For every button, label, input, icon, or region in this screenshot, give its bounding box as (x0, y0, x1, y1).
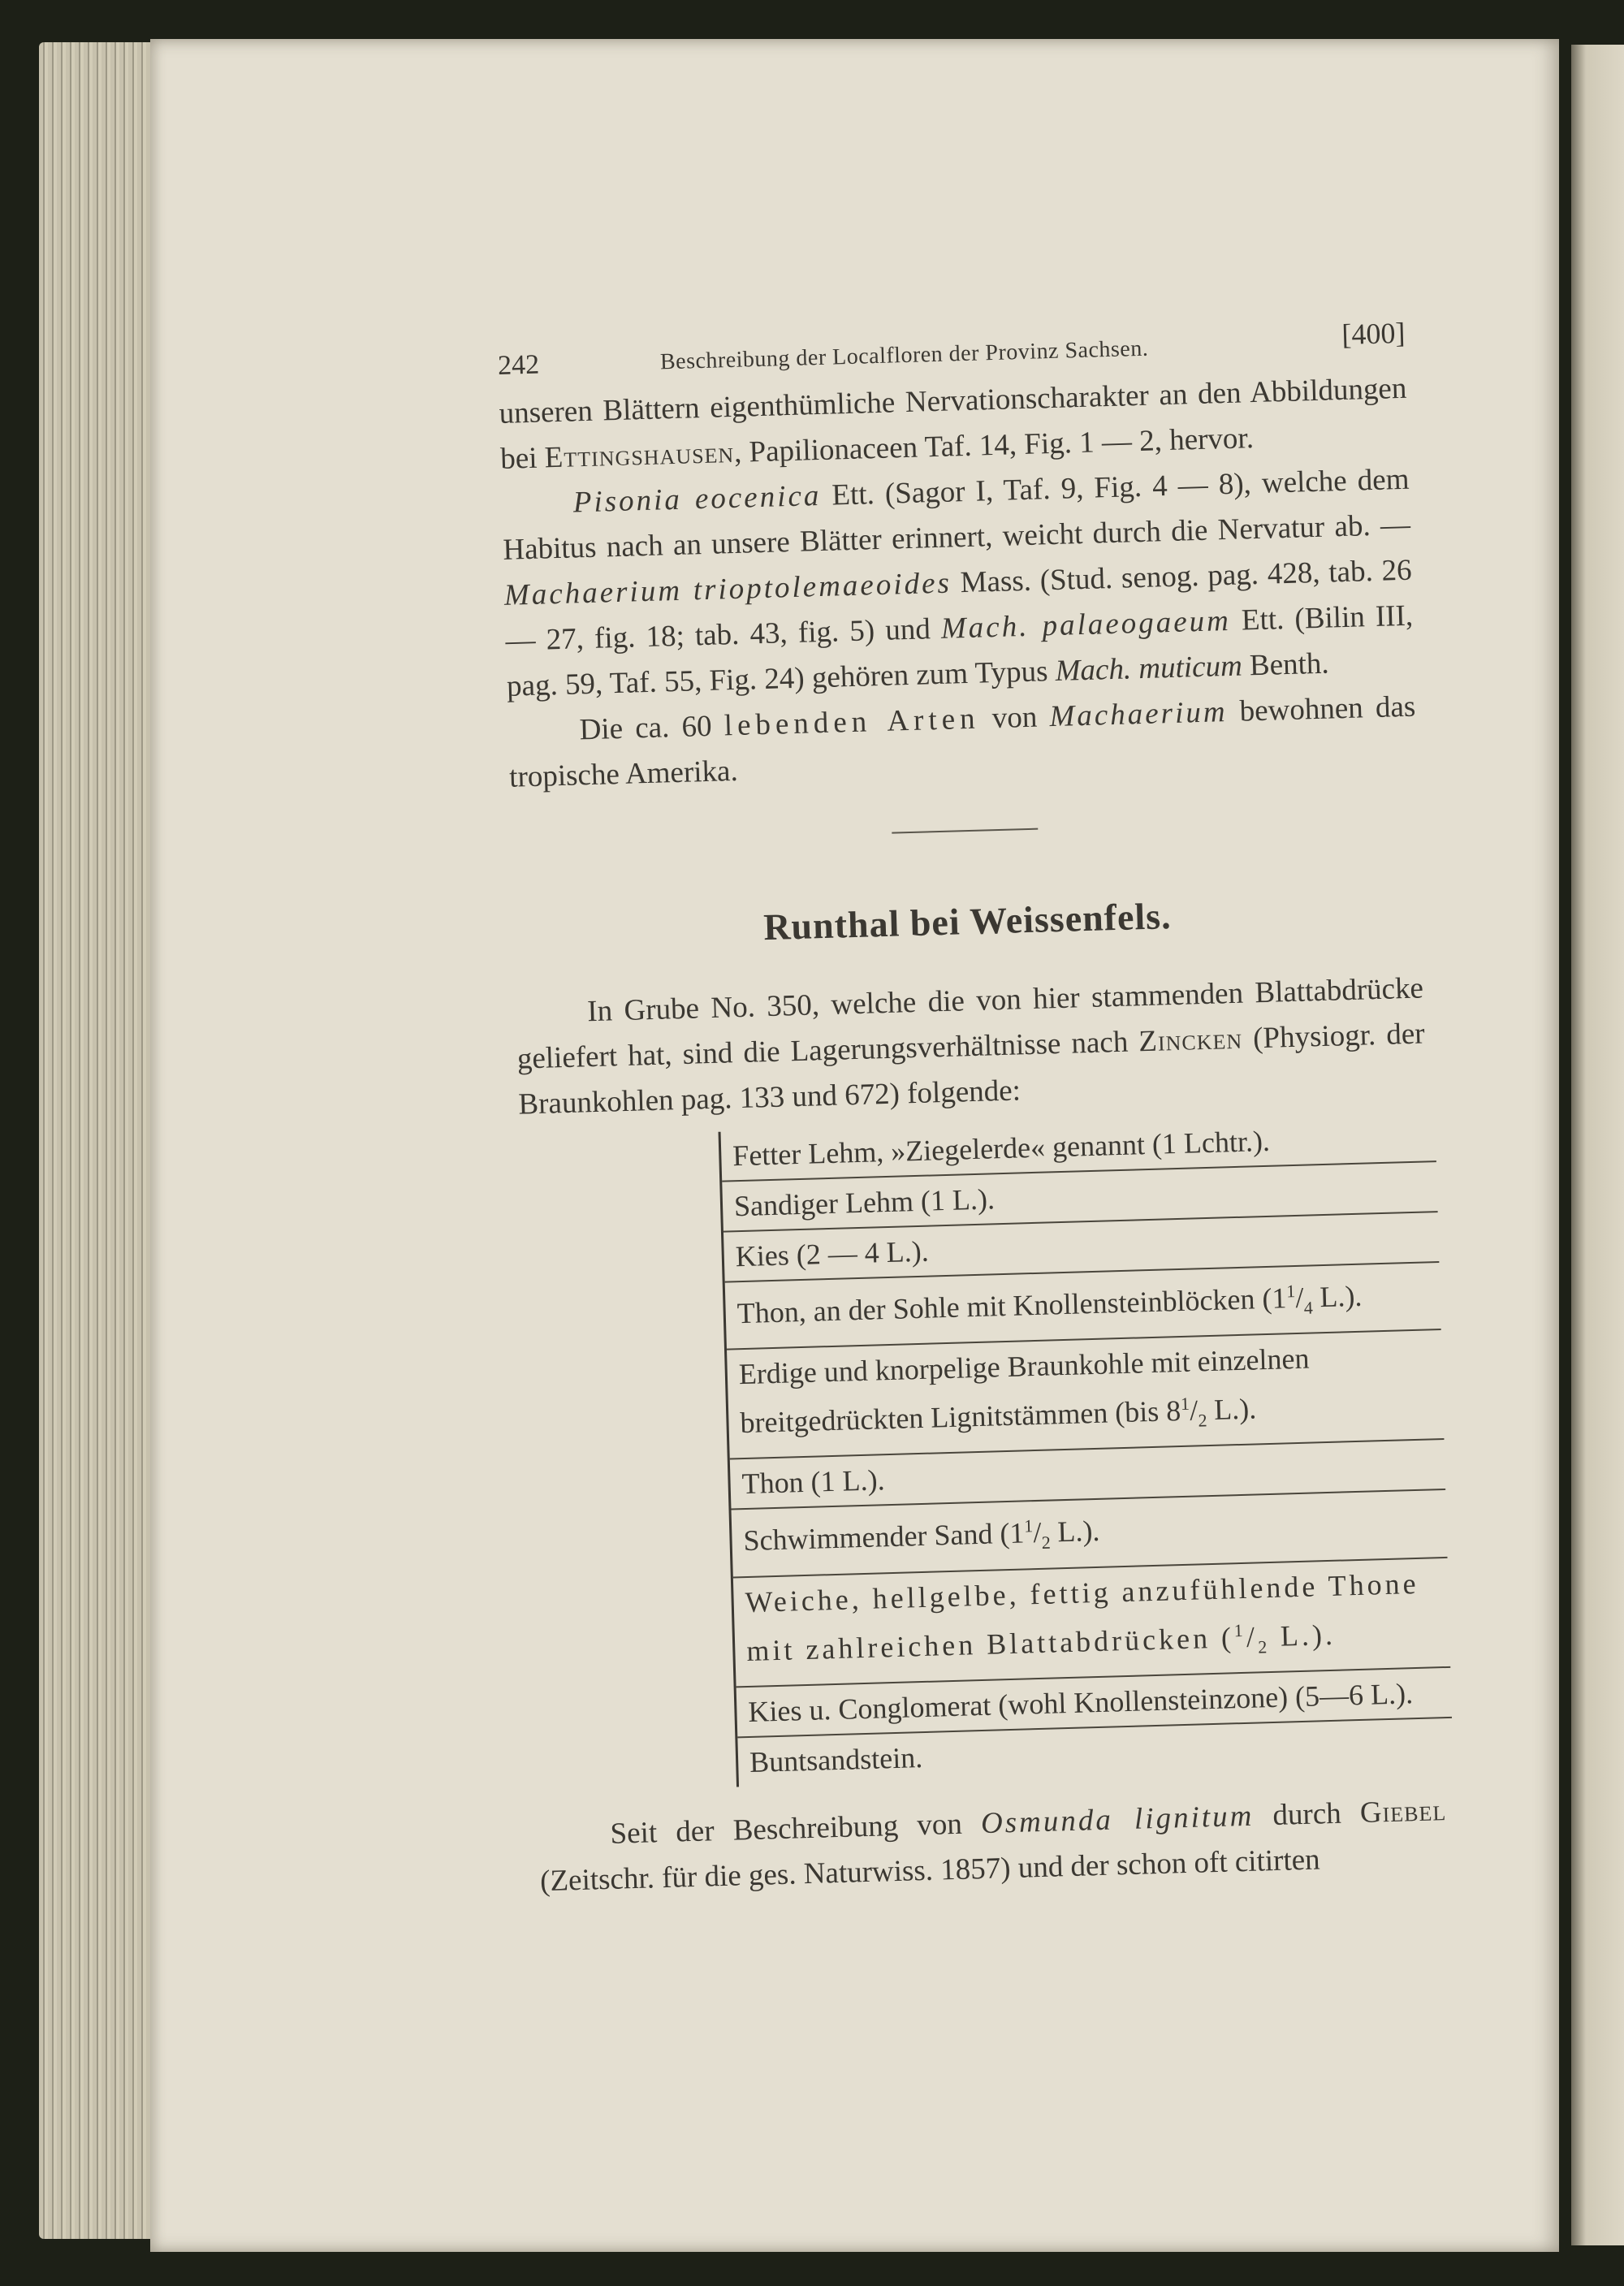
section-divider (892, 828, 1038, 834)
page-edges (39, 42, 161, 2239)
taxon-mach-palaeogaeum: Mach. palaeogaeum (940, 603, 1232, 646)
paragraph-4-text-a: In Grube No. 350, welche die von hier stammenden Blattabdrücke geliefert hat, sind die Lagerungsverhältnisse nach (516, 971, 1424, 1076)
stratum-row: Thon (1 L.). (730, 1440, 1445, 1510)
strata-table (719, 1112, 1453, 1787)
stratum-row: Buntsandstein. (749, 1740, 923, 1778)
taxon-osmunda: Osmunda lignitum (980, 1799, 1255, 1840)
stratum-row: Thon, an der Sohle mit Knollensteinblöcken ($1^1/_4$ L.). (725, 1263, 1441, 1350)
paragraph-5-text-b: durch (1253, 1796, 1361, 1833)
fraction-denominator: 2 (1257, 1636, 1271, 1657)
taxon-machaerium-trioptolemaeoides: Machaerium trioptolemaeoides (503, 566, 952, 612)
stratum-text: L.). (1049, 1515, 1100, 1549)
stratum-row: Weiche, hellgelbe, fettig anzufühlende Thone mit zahlreichen Blattabdrücken ($^1/_2$ L.). (733, 1558, 1450, 1687)
paragraph-5-text-c: (Zeitschr. für die ges. Naturwiss. 1857) und der schon oft citirten (539, 1843, 1321, 1898)
stratum-text: Schwimmender Sand (1 (743, 1516, 1025, 1558)
bracket-page-number: [400] (1341, 316, 1406, 351)
spaced-lebenden-arten: lebenden Arten (723, 702, 981, 743)
paragraph-1-text-a: unseren Blättern eigenthümliche Nervationscharakter an den Abbildungen bei (499, 371, 1407, 476)
stratum-row: Sandiger Lehm (1 L.). (722, 1162, 1437, 1233)
author-ettingshausen: Ettingshausen (544, 435, 735, 475)
paragraph-3-text-a: Die ca. 60 (579, 709, 725, 747)
stratum-text: Weiche, hellgelbe, fettig anzufühlende Thone mit zahlreichen Blattabdrücken ( (745, 1566, 1420, 1667)
section-heading: Runthal bei Weissenfels. (762, 895, 1173, 949)
paragraph-1-text-b: , Papilionaceen Taf. 14, Fig. 1 — 2, hervor. (733, 421, 1255, 469)
paragraph-2 (501, 457, 1415, 710)
taxon-pisonia: Pisonia eocenica (572, 478, 822, 520)
paragraph-2-text-c: Ett. (Bilin III, pag. 59, Taf. 55, Fig. 24) gehören zum Typus (506, 599, 1414, 703)
author-zincken: Zincken (1138, 1022, 1243, 1059)
fraction-numerator: 1 (1023, 1515, 1034, 1536)
paragraph-3-text-c: bewohnen das tropische Amerika. (508, 689, 1416, 794)
paragraph-2-text-b: Mass. (Stud. senog. pag. 428, tab. 26 — 27, fig. 18; tab. 43, fig. 5) und (504, 553, 1413, 658)
paragraph-3-text-b: von (979, 700, 1051, 736)
page-text (497, 309, 1449, 1904)
next-page-edge (1571, 45, 1624, 2245)
running-title: Beschreibung der Localfloren der Provinz Sachsen. (659, 335, 1149, 375)
fraction-denominator: 4 (1303, 1297, 1314, 1318)
author-giebel: Giebel (1359, 1793, 1447, 1830)
paragraph-4-text-b: (Physiogr. der Braunkohlen pag. 133 und 672) folgende: (517, 1017, 1426, 1121)
stratum-row: Erdige und knorpelige Braunkohle mit einzelnen breitgedrückten Lignitstämmen (bis $8^1/_2$ L.). (727, 1330, 1444, 1460)
stratum-text: Thon, an der Sohle mit Knollensteinblöcken (1 (736, 1281, 1287, 1330)
stratum-row: Schwimmender Sand ($1^1/_2$ L.). (732, 1490, 1448, 1578)
taxon-mach-muticum: Mach. muticum (1055, 649, 1243, 688)
stratum-text: L.). (1206, 1392, 1257, 1427)
stratum-text: L.). (1311, 1279, 1363, 1314)
fraction-denominator: 2 (1041, 1532, 1052, 1554)
fraction-numerator: 1 (1285, 1281, 1296, 1302)
paragraph-2-text-a: Ett. (Sagor I, Taf. 9, Fig. 4 — 8), welche dem Habitus nach an unsere Blätter erinnert, weicht durch die Nervatur ab. — (502, 462, 1411, 567)
fraction-numerator: 1 (1180, 1393, 1190, 1415)
stratum-row: Kies (2 — 4 L.). (723, 1212, 1439, 1283)
page-number: 242 (497, 349, 540, 381)
stratum-row: Fetter Lehm, »Ziegelerde« genannt (1 Lchtr.). (721, 1112, 1436, 1182)
taxon-machaerium: Machaerium (1048, 695, 1229, 734)
fraction-denominator: 2 (1198, 1410, 1207, 1431)
stratum-text: L.). (1269, 1618, 1337, 1653)
stratum-row: Kies u. Conglomerat (wohl Knollensteinzone) (5—6 L.). (736, 1668, 1452, 1739)
paragraph-2-text-d: Benth. (1242, 646, 1330, 683)
fraction-numerator: 1 (1233, 1619, 1247, 1640)
stratum-text: Erdige und knorpelige Braunkohle mit einzelnen breitgedrückten Lignitstämmen (bis 8 (738, 1342, 1310, 1440)
paragraph-4 (516, 966, 1427, 1127)
paragraph-5-text-a: Seit der Beschreibung von (610, 1806, 982, 1851)
